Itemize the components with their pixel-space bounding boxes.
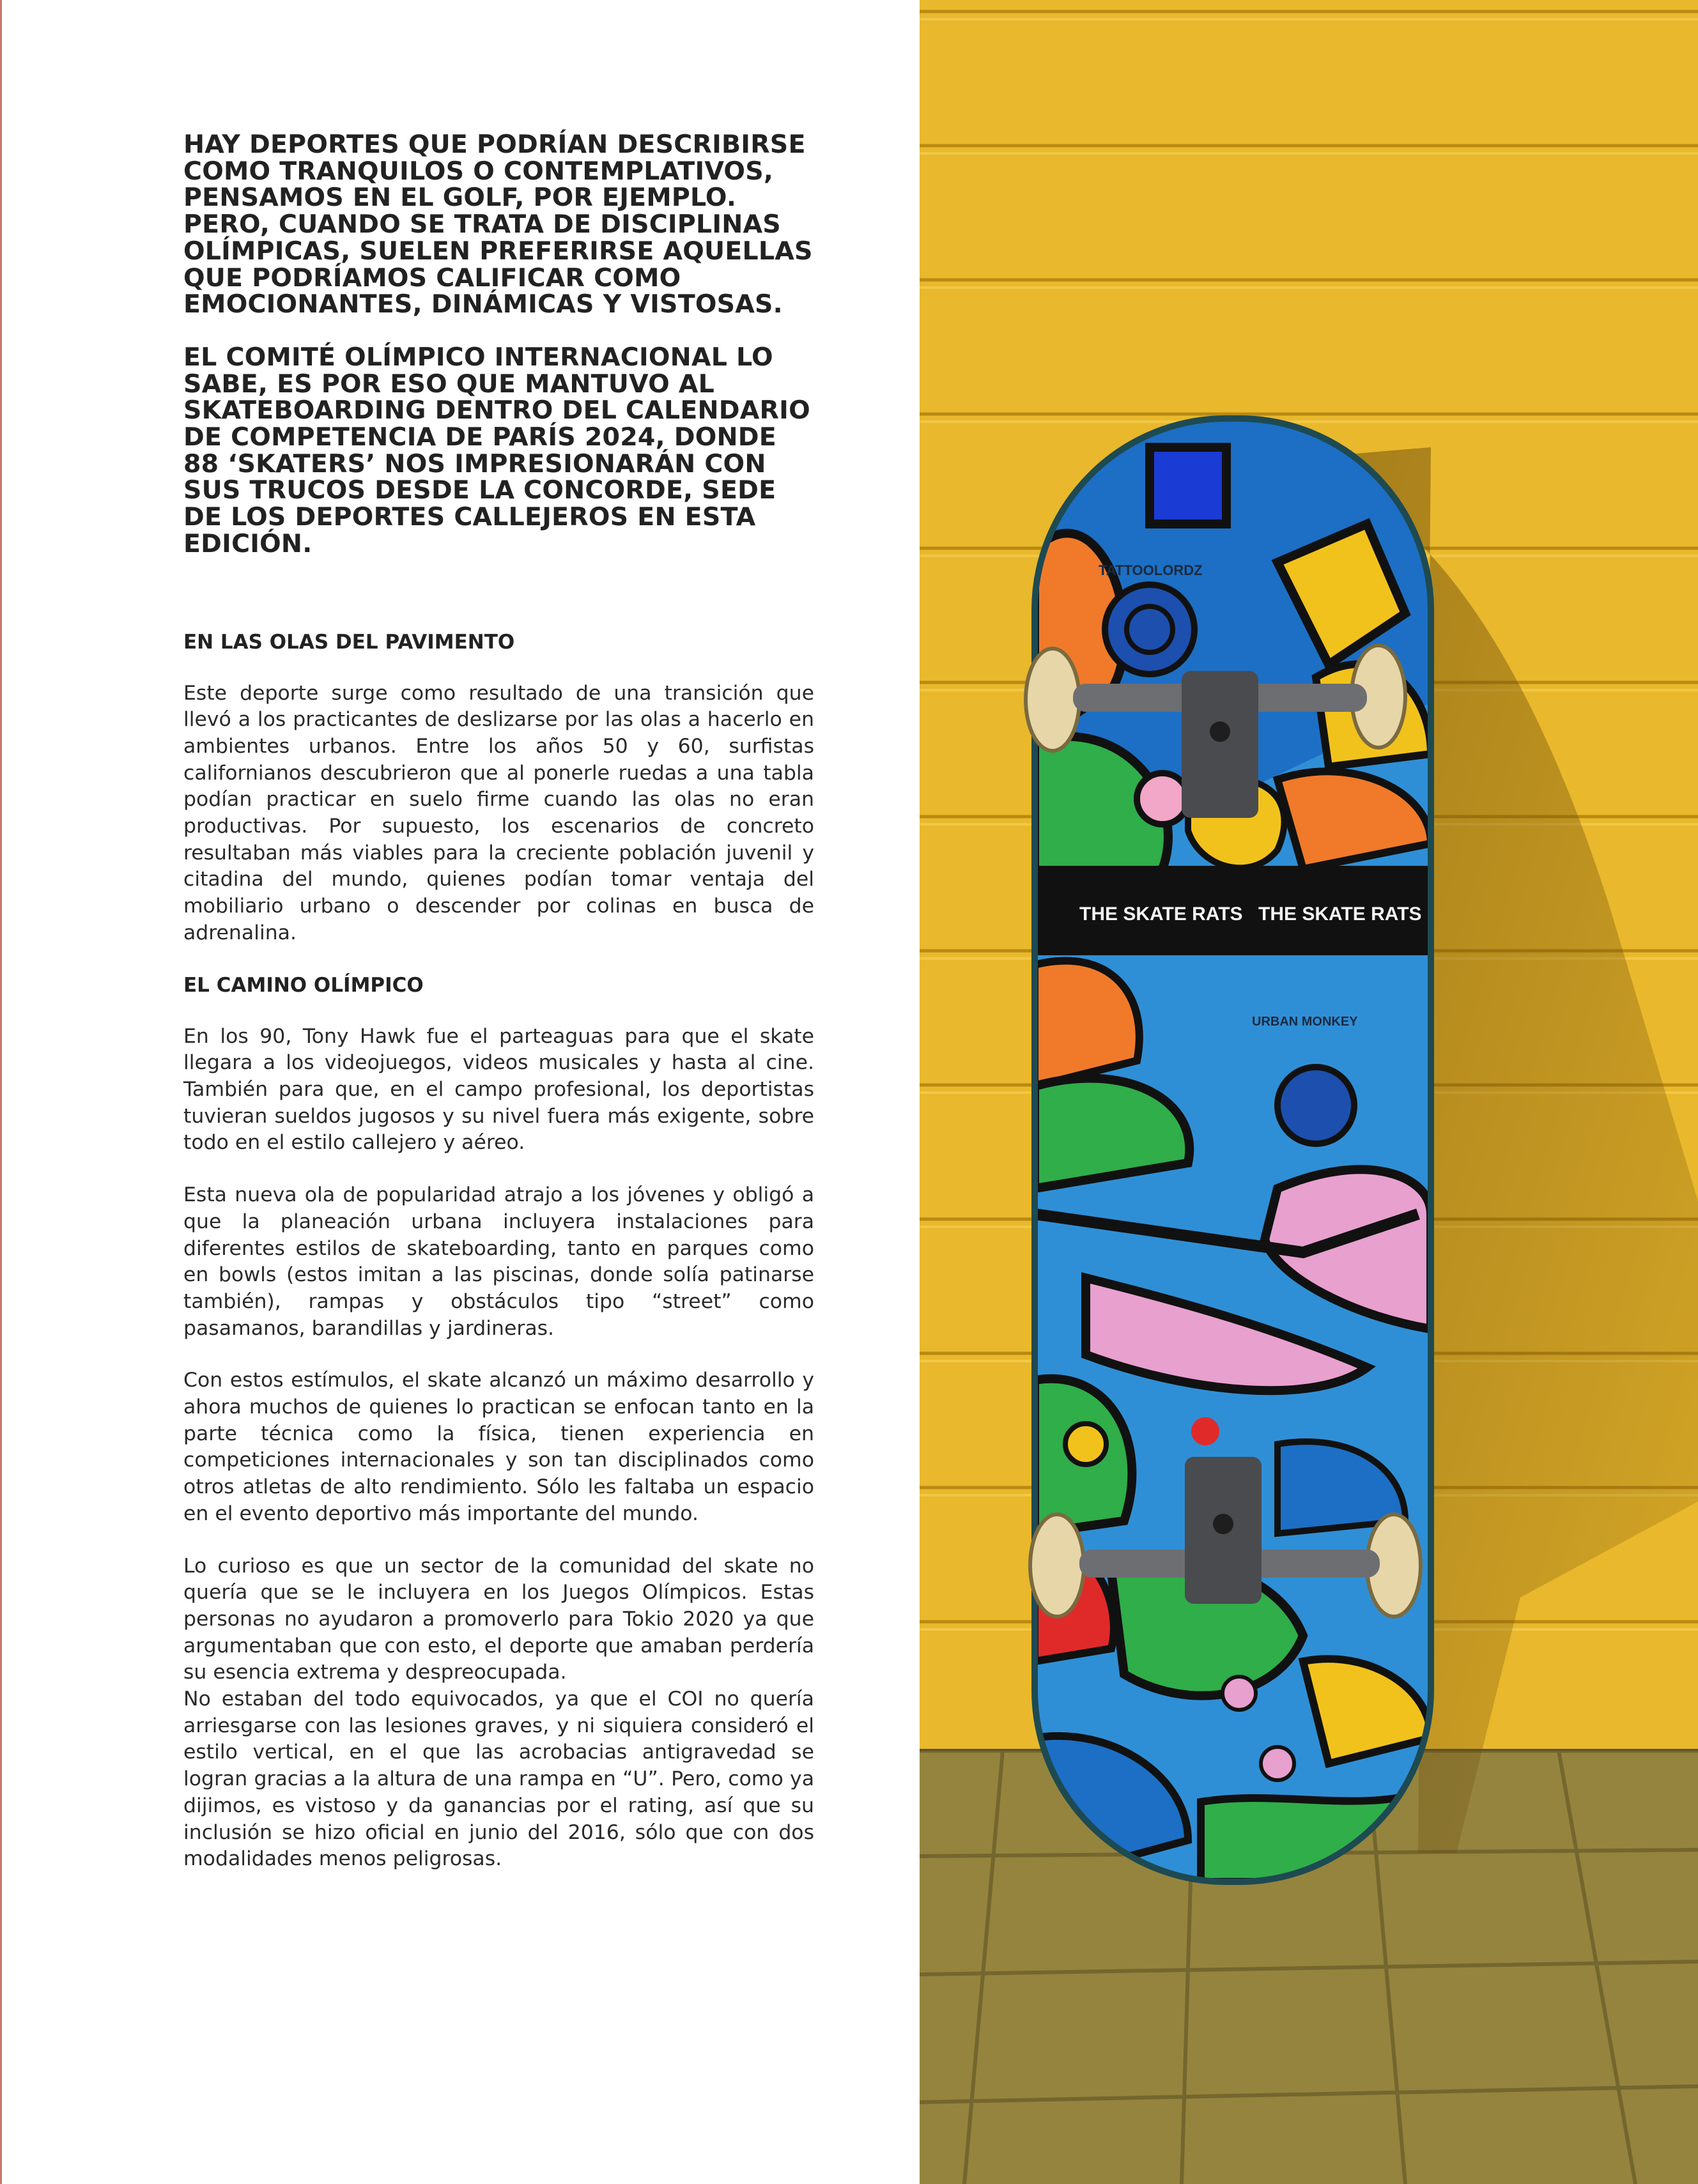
skateboard-illustration <box>920 0 1698 2184</box>
deck-sticker-1: THE SKATE RATS <box>1079 904 1243 925</box>
skateboard-deck <box>1035 419 1431 1882</box>
lead-paragraph-1: HAY DEPORTES QUE PODRÍAN DESCRIBIRSE COMO TRANQUILOS O CONTEMPLATIVOS, PENSAMOS EN EL GOLF, POR EJEMPLO. PERO, CUANDO SE TRATA DE DISCIPLINAS OLÍMPICAS, SUELEN PREFERIRSE AQUELLAS QUE PODRÍAMOS CALIFICAR COMO EMOCIONANTES, DINÁMICAS Y VISTOSAS. <box>183 130 813 319</box>
lead-paragraph-2: EL COMITÉ OLÍMPICO INTERNACIONAL LO SABE, ES POR ESO QUE MANTUVO AL SKATEBOARDING DENTRO DEL CALENDARIO DE COMPETENCIA DE PARÍS 2024, DONDE 88 ‘SKATERS’ NOS IMPRESIONARÁN CON SUS TRUCOS DESDE LA CONCORDE, SEDE DE LOS DEPORTES CALLEJEROS EN ESTA EDICIÓN. <box>183 342 810 558</box>
body-paragraph: Esta nueva ola de popularidad atrajo a los jóvenes y obligó a que la planeación urbana incluyera instalaciones para diferentes estilos de skateboarding, tanto en parques como en bowls (estos imitan a las piscinas, donde solía patinarse también), rampas y obstáculos tipo “street” como pasamanos, barandillas y jardineras. <box>183 1183 814 1340</box>
section-heading-camino-olimpico: EL CAMINO OLÍMPICO <box>183 973 424 997</box>
article-text-column <box>183 132 814 1873</box>
body-paragraph: Este deporte surge como resultado de una transición que llevó a los practicantes de deslizarse por las olas a hacerlo en ambientes urbanos. Entre los años 50 y 60, surfistas californianos descubrieron que al ponerle ruedas a una tabla podían practicar en suelo firme cuando las olas no eran productivas. Por supuesto, los escenarios de concreto resultaban más viables para la creciente población juvenil y citadina del mundo, quienes podían tomar ventaja del mobiliario urbano o descender por colinas en busca de adrenalina. <box>183 681 814 944</box>
deck-sticker-2: THE SKATE RATS <box>1258 904 1422 925</box>
skateboard-photo <box>920 0 1698 2184</box>
body-paragraph: Lo curioso es que un sector de la comunidad del skate no quería que se le incluyera en los Juegos Olímpicos. Estas personas no ayudaron a promoverlo para Tokio 2020 ya que argumentaban que con esto, el deporte que amaban perdería su esencia extrema y despreocupada. <box>183 1554 814 1684</box>
body-paragraph: No estaban del todo equivocados, ya que el COI no quería arriesgarse con las lesiones graves, y ni siquiera consideró el estilo vertical, en el que las acrobacias antigravedad se logran gracias a la altura de una rampa en “U”. Pero, como ya dijimos, es vistoso y da ganancias por el rating, así que su inclusión se hizo oficial en junio del 2016, sólo que con dos modalidades menos peligrosas. <box>183 1688 814 1871</box>
body-paragraph: En los 90, Tony Hawk fue el parteaguas para que el skate llegara a los videojuegos, videos musicales y hasta al cine. También para que, en el campo profesional, los deportistas tuvieran sueldos jugosos y su nivel fuera más exigente, sobre todo en el estilo callejero y aéreo. <box>183 1024 814 1155</box>
deck-brand-1: TATTOOLORDZ <box>1099 562 1203 578</box>
page-edge <box>0 0 2 2184</box>
body-paragraph: Con estos estímulos, el skate alcanzó un máximo desarrollo y ahora muchos de quienes lo practican se enfocan tanto en la parte técnica como la física, tienen experiencia en competiciones internacionales y son tan disciplinados como otros atletas de alto rendimiento. Sólo les faltaba un espacio en el evento deportivo más importante del mundo. <box>183 1369 814 1525</box>
section-heading-pavimento: EN LAS OLAS DEL PAVIMENTO <box>183 630 515 654</box>
deck-brand-2: URBAN MONKEY <box>1252 1015 1358 1029</box>
